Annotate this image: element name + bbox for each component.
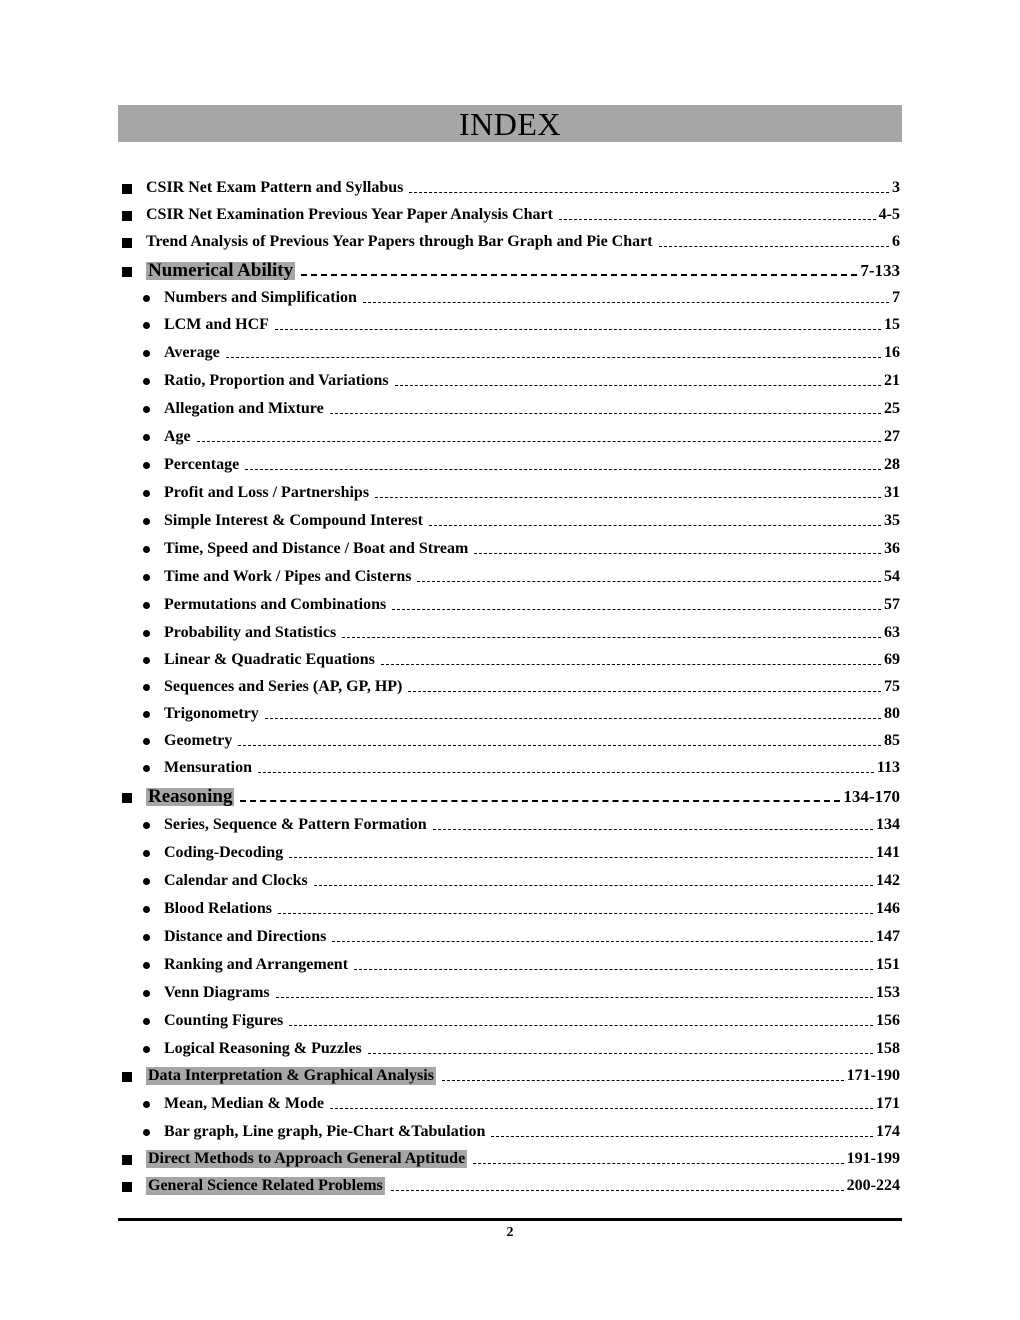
dot-leader: [473, 1153, 844, 1164]
entry-label: Mean, Median & Mode: [164, 1095, 324, 1112]
entry-label: Ranking and Arrangement: [164, 956, 349, 973]
entry-label: Coding-Decoding: [164, 844, 284, 861]
index-subentry: [118, 390, 900, 418]
entry-pages: 63: [884, 624, 900, 641]
entry-label: CSIR Net Exam Pattern and Syllabus: [146, 179, 404, 196]
section-label: General Science Related Problems: [148, 1177, 383, 1194]
section-pages: 200-224: [846, 1177, 900, 1194]
index-subentry: [118, 834, 900, 862]
index-subentry: [118, 614, 900, 642]
entry-label: Time, Speed and Distance / Boat and Stream: [164, 540, 469, 557]
dot-leader: [289, 1015, 873, 1026]
entry-label: Logical Reasoning & Puzzles: [164, 1040, 362, 1057]
round-bullet-icon: [143, 434, 150, 441]
round-bullet-icon: [143, 878, 150, 885]
dot-leader: [433, 819, 873, 830]
dot-leader: [238, 735, 881, 746]
round-bullet-icon: [143, 490, 150, 497]
round-bullet-icon: [143, 518, 150, 525]
index-subentry: [118, 918, 900, 946]
dot-leader: [381, 654, 881, 665]
index-subentry: [118, 1113, 900, 1141]
section-pages: 7-133: [860, 261, 900, 280]
entry-label: Numbers and Simplification: [164, 289, 357, 306]
entry-pages: 142: [876, 872, 900, 889]
round-bullet-icon: [143, 1018, 150, 1025]
entry-label: Venn Diagrams: [164, 984, 270, 1001]
dot-leader: [375, 487, 881, 498]
entry-pages: 156: [876, 1012, 900, 1029]
entry-label: Profit and Loss / Partnerships: [164, 484, 370, 501]
entry-pages: 6: [892, 233, 900, 250]
round-bullet-icon: [143, 711, 150, 718]
entry-label: Permutations and Combinations: [164, 596, 387, 613]
round-bullet-icon: [143, 378, 150, 385]
entry-pages: 54: [884, 568, 900, 585]
round-bullet-icon: [143, 906, 150, 913]
index-subentry: [118, 558, 900, 586]
index-subentry: [118, 974, 900, 1002]
entry-label: Distance and Directions: [164, 928, 327, 945]
dot-leader: [258, 762, 874, 773]
dot-leader: [368, 1043, 873, 1054]
index-subentry: [118, 446, 900, 474]
entry-pages: 151: [876, 956, 900, 973]
entry-pages: 7: [892, 289, 900, 306]
entry-pages: 75: [884, 678, 900, 695]
section-label: Numerical Ability: [148, 260, 294, 281]
square-bullet-icon: [122, 184, 132, 194]
dot-leader: [276, 987, 873, 998]
dot-leader: [330, 1098, 873, 1109]
entry-label: Trend Analysis of Previous Year Papers through Bar Graph and Pie Chart: [146, 233, 653, 250]
entry-pages: 69: [884, 651, 900, 668]
dot-leader: [275, 319, 881, 330]
page-title: INDEX: [458, 105, 562, 142]
index-subentry: [118, 750, 900, 777]
dot-leader: [342, 627, 881, 638]
entry-label: CSIR Net Examination Previous Year Paper Analysis Chart: [146, 206, 553, 223]
index-subentry: [118, 669, 900, 696]
entry-pages: 3: [892, 179, 900, 196]
dot-leader: [659, 236, 889, 247]
entry-pages: 25: [884, 400, 900, 417]
index-entry: [118, 224, 900, 251]
entry-label: Average: [164, 344, 220, 361]
round-bullet-icon: [143, 322, 150, 329]
square-bullet-icon: [122, 1155, 132, 1165]
section-pages: 134-170: [843, 787, 900, 806]
entry-label: Ratio, Proportion and Variations: [164, 372, 389, 389]
round-bullet-icon: [143, 990, 150, 997]
entry-label: Linear & Quadratic Equations: [164, 651, 375, 668]
entry-pages: 80: [884, 705, 900, 722]
section-label: Reasoning: [148, 786, 233, 807]
dot-leader: [392, 599, 881, 610]
round-bullet-icon: [143, 295, 150, 302]
dot-leader: [240, 790, 840, 802]
entry-pages: 85: [884, 732, 900, 749]
dot-leader: [491, 1126, 873, 1137]
index-section: [118, 777, 900, 806]
square-bullet-icon: [122, 267, 132, 277]
index-subentry: [118, 890, 900, 918]
square-bullet-icon: [122, 1182, 132, 1192]
dot-leader: [409, 182, 889, 193]
entry-pages: 4-5: [878, 206, 900, 223]
dot-leader: [474, 543, 881, 554]
entry-pages: 146: [876, 900, 900, 917]
entry-label: Percentage: [164, 456, 240, 473]
index-subentry: [118, 1002, 900, 1030]
index-entry: [118, 170, 900, 197]
index-section: [118, 1058, 900, 1085]
dot-leader: [363, 292, 889, 303]
index-subentry: [118, 334, 900, 362]
dot-leader: [265, 708, 881, 719]
round-bullet-icon: [143, 738, 150, 745]
entry-label: Counting Figures: [164, 1012, 284, 1029]
section-pages: 191-199: [846, 1150, 900, 1167]
round-bullet-icon: [143, 850, 150, 857]
index-subentry: [118, 946, 900, 974]
section-label: Data Interpretation & Graphical Analysis: [148, 1067, 434, 1084]
dot-leader: [417, 571, 881, 582]
index-section: [118, 251, 900, 280]
entry-label: Calendar and Clocks: [164, 872, 308, 889]
entry-pages: 28: [884, 456, 900, 473]
square-bullet-icon: [122, 211, 132, 221]
entry-label: Blood Relations: [164, 900, 273, 917]
round-bullet-icon: [143, 630, 150, 637]
index-entry: [118, 197, 900, 224]
index-subentry: [118, 723, 900, 750]
dot-leader: [408, 681, 881, 692]
round-bullet-icon: [143, 602, 150, 609]
dot-leader: [395, 375, 881, 386]
dot-leader: [197, 431, 881, 442]
entry-pages: 153: [876, 984, 900, 1001]
round-bullet-icon: [143, 350, 150, 357]
index-subentry: [118, 307, 900, 334]
index-subentry: [118, 642, 900, 669]
dot-leader: [354, 959, 873, 970]
square-bullet-icon: [122, 793, 132, 803]
dot-leader: [245, 459, 881, 470]
entry-pages: 27: [884, 428, 900, 445]
index-subentry: [118, 1085, 900, 1113]
square-bullet-icon: [122, 238, 132, 248]
entry-label: Trigonometry: [164, 705, 259, 722]
index-subentry: [118, 474, 900, 502]
round-bullet-icon: [143, 1046, 150, 1053]
index-subentry: [118, 1030, 900, 1058]
entry-pages: 147: [876, 928, 900, 945]
entry-pages: 141: [876, 844, 900, 861]
index-subentry: [118, 586, 900, 614]
index-subentry: [118, 502, 900, 530]
index-subentry: [118, 806, 900, 834]
section-label: Direct Methods to Approach General Aptitude: [148, 1150, 466, 1167]
entry-label: Probability and Statistics: [164, 624, 337, 641]
entry-pages: 36: [884, 540, 900, 557]
round-bullet-icon: [143, 546, 150, 553]
round-bullet-icon: [143, 574, 150, 581]
index-subentry: [118, 696, 900, 723]
dot-leader: [391, 1180, 844, 1191]
round-bullet-icon: [143, 462, 150, 469]
entry-pages: 15: [884, 316, 900, 333]
round-bullet-icon: [143, 962, 150, 969]
dot-leader: [332, 931, 873, 942]
round-bullet-icon: [143, 822, 150, 829]
index-title-bar: [118, 105, 902, 142]
entry-pages: 35: [884, 512, 900, 529]
entry-pages: 174: [876, 1123, 900, 1140]
dot-leader: [314, 875, 873, 886]
entry-label: Geometry: [164, 732, 233, 749]
dot-leader: [301, 264, 857, 276]
dot-leader: [226, 347, 881, 358]
entry-label: Bar graph, Line graph, Pie-Chart &Tabulation: [164, 1123, 486, 1140]
section-pages: 171-190: [846, 1067, 900, 1084]
round-bullet-icon: [143, 657, 150, 664]
entry-pages: 21: [884, 372, 900, 389]
index-subentry: [118, 862, 900, 890]
square-bullet-icon: [122, 1072, 132, 1082]
entry-label: Mensuration: [164, 759, 252, 776]
footer-rule: [118, 1218, 902, 1221]
dot-leader: [330, 403, 881, 414]
dot-leader: [289, 847, 873, 858]
entry-label: Time and Work / Pipes and Cisterns: [164, 568, 412, 585]
entry-pages: 158: [876, 1040, 900, 1057]
index-subentry: [118, 362, 900, 390]
entry-label: Simple Interest & Compound Interest: [164, 512, 423, 529]
dot-leader: [429, 515, 881, 526]
round-bullet-icon: [143, 934, 150, 941]
entry-pages: 113: [876, 759, 900, 776]
round-bullet-icon: [143, 765, 150, 772]
round-bullet-icon: [143, 684, 150, 691]
entry-pages: 57: [884, 596, 900, 613]
entry-label: LCM and HCF: [164, 316, 269, 333]
dot-leader: [559, 209, 876, 220]
dot-leader: [278, 903, 873, 914]
entry-label: Sequences and Series (AP, GP, HP): [164, 678, 403, 695]
round-bullet-icon: [143, 1101, 150, 1108]
index-subentry: [118, 418, 900, 446]
index-subentry: [118, 530, 900, 558]
index-subentry: [118, 280, 900, 307]
entry-pages: 134: [876, 816, 900, 833]
entry-label: Age: [164, 428, 191, 445]
round-bullet-icon: [143, 406, 150, 413]
index-list: [118, 170, 900, 1195]
index-section: [118, 1168, 900, 1195]
entry-pages: 31: [884, 484, 900, 501]
entry-label: Series, Sequence & Pattern Formation: [164, 816, 427, 833]
entry-label: Allegation and Mixture: [164, 400, 324, 417]
round-bullet-icon: [143, 1129, 150, 1136]
entry-pages: 171: [876, 1095, 900, 1112]
page-number: 2: [506, 1225, 514, 1240]
entry-pages: 16: [884, 344, 900, 361]
dot-leader: [442, 1070, 844, 1081]
index-section: [118, 1141, 900, 1168]
